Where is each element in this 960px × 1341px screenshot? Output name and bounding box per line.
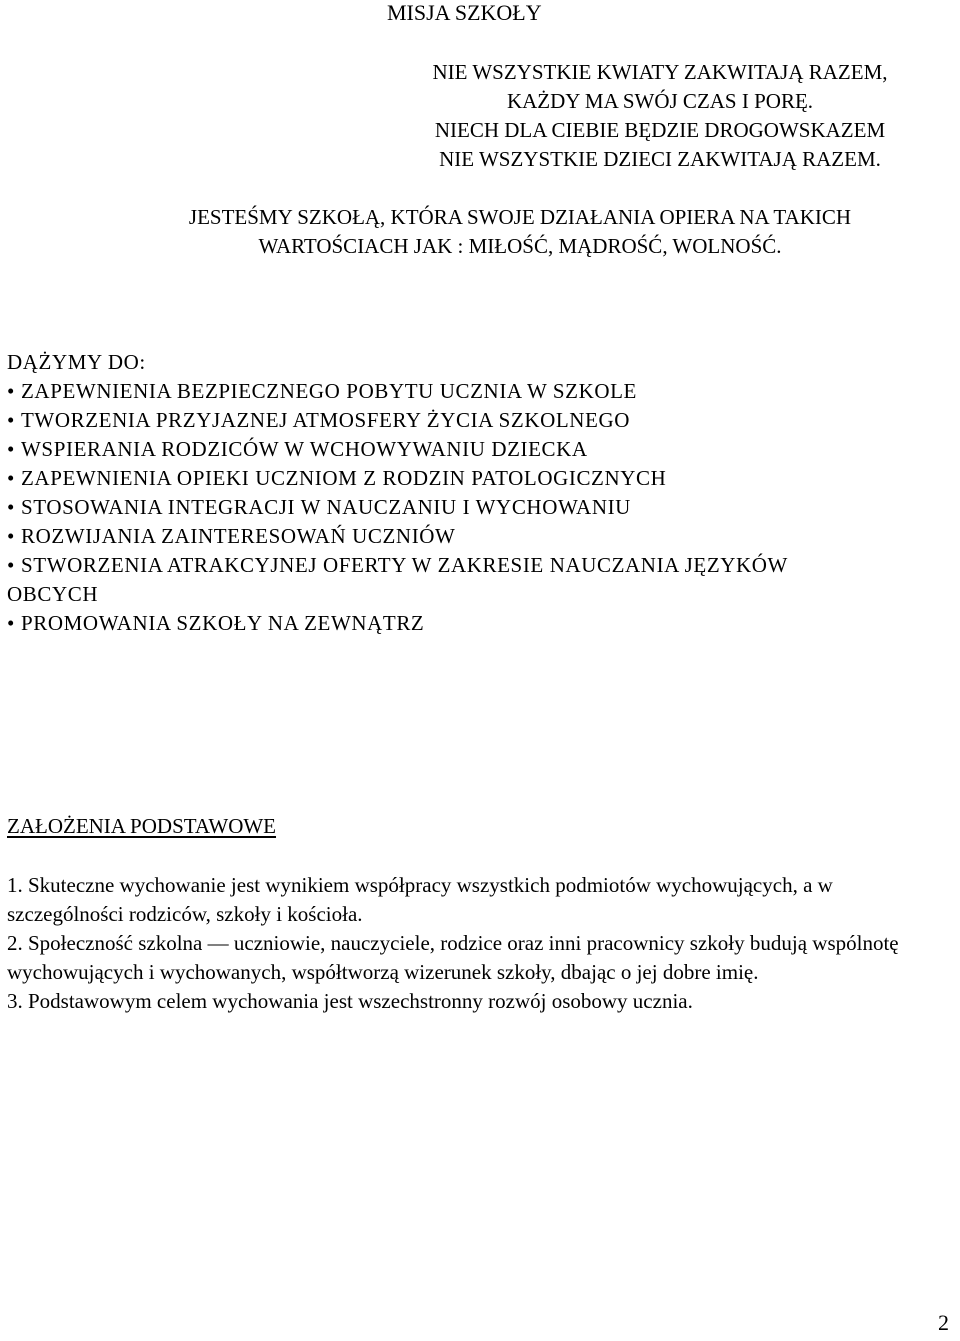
bullet-icon: • [7,524,15,548]
page-number: 2 [938,1310,949,1335]
values-line: WARTOŚCIACH JAK : MIŁOŚĆ, MĄDROŚĆ, WOLNOŚĆ. [258,234,782,258]
bullet-icon: • [7,553,15,577]
aim-text: STOSOWANIA INTEGRACJI W NAUCZANIU I WYCHOWANIU [21,495,631,519]
motto-line: KAŻDY MA SWÓJ CZAS I PORĘ. [506,89,814,113]
aim-text: WSPIERANIA RODZICÓW W WCHOWYWANIU DZIECKA [21,437,588,461]
motto-line: NIECH DLA CIEBIE BĘDZIE DROGOWSKAZEM [434,118,886,142]
assumption-item: 2. Społeczność szkolna — uczniowie, nauczyciele, rodzice oraz inni pracownicy szkoły budują wspólnotę wychowujących i wychowanych, współtworzą wizerunek szkoły, dbając o jej dobre imię. [7,931,899,984]
motto-line: NIE WSZYSTKIE KWIATY ZAKWITAJĄ RAZEM, [432,60,888,84]
values-block [90,203,950,261]
values-line: JESTEŚMY SZKOŁĄ, KTÓRA SWOJE DZIAŁANIA OPIERA NA TAKICH [188,205,852,229]
motto-line: NIE WSZYSTKIE DZIECI ZAKWITAJĄ RAZEM. [439,147,881,171]
aim-item [7,551,867,609]
aim-text: STWORZENIA ATRAKCYJNEJ OFERTY W ZAKRESIE NAUCZANIA JĘZYKÓW OBCYCH [7,553,788,606]
aim-text: PROMOWANIA SZKOŁY NA ZEWNĄTRZ [21,611,425,635]
aim-item [7,435,947,464]
assumption-item: 3. Podstawowym celem wychowania jest wszechstronny rozwój osobowy ucznia. [7,989,693,1013]
bullet-icon: • [7,495,15,519]
bullet-icon: • [7,466,15,490]
aims-section [7,348,947,638]
aim-text: ZAPEWNIENIA BEZPIECZNEGO POBYTU UCZNIA W SZKOLE [21,379,637,403]
aim-item [7,609,947,638]
aim-item [7,464,947,493]
aim-item [7,522,947,551]
assumptions-heading: ZAŁOŻENIA PODSTAWOWE [7,814,277,838]
aim-text: TWORZENIA PRZYJAZNEJ ATMOSFERY ŻYCIA SZKOLNEGO [21,408,631,432]
page-title: MISJA SZKOŁY [387,0,542,25]
assumptions-list [7,871,952,1016]
assumption-item: 1. Skuteczne wychowanie jest wynikiem współpracy wszystkich podmiotów wychowujących, a w szczególności rodziców, szkoły i kościoła. [7,873,833,926]
aim-item [7,493,947,522]
bullet-icon: • [7,379,15,403]
bullet-icon: • [7,437,15,461]
aim-text: ROZWIJANIA ZAINTERESOWAŃ UCZNIÓW [21,524,456,548]
bullet-icon: • [7,611,15,635]
bullet-icon: • [7,408,15,432]
aims-heading: DĄŻYMY DO: [7,350,146,374]
aim-text: ZAPEWNIENIA OPIEKI UCZNIOM Z RODZIN PATOLOGICZNYCH [21,466,667,490]
aim-item [7,377,947,406]
aim-item [7,406,947,435]
motto-block [370,58,950,174]
